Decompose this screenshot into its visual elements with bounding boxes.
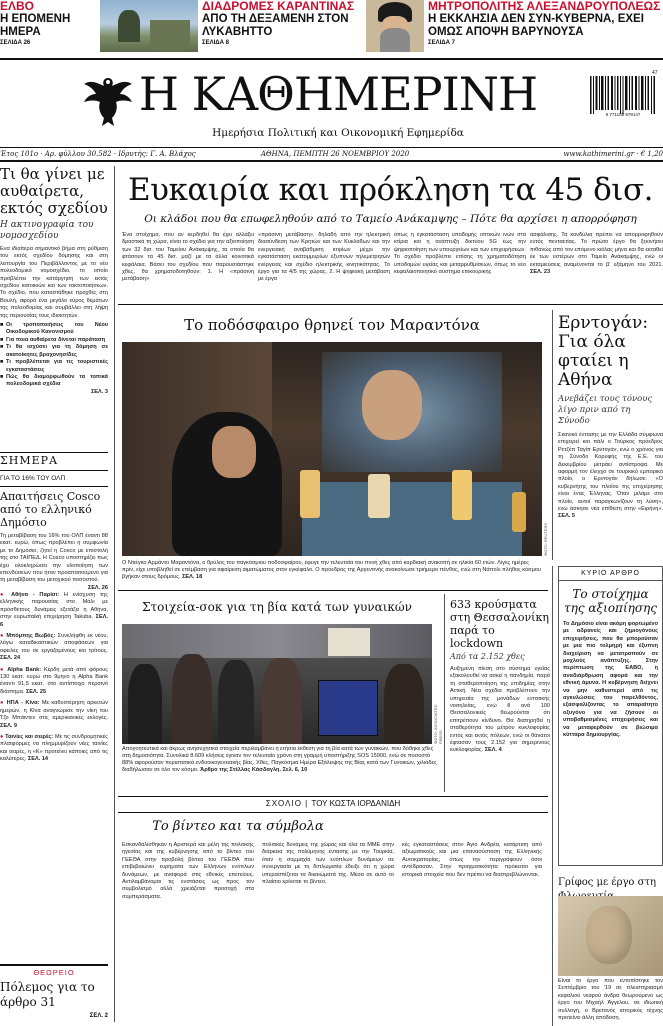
florence-headline[interactable]: Γρίφος με έργο στη [558,877,656,888]
brief-list [0,592,108,964]
simera-block[interactable] [0,474,108,590]
scholio-headline[interactable]: Το βίντεο και τα σύμβολα [152,819,324,834]
teaser-2-page: ΣΕΛΙΔΑ 8 [202,40,229,46]
brief-item[interactable]: ● ΗΠΑ - Κίνα: Με καθυστέρηση αρκετών ημερών, η Κίνα αναγνώρισε την νίκη του Τζο Μπάιντεν στις αμερικανικές εκλογές. ΣΕΛ. 9 [0,700,108,729]
florence-photo [558,896,663,976]
brief-item[interactable]: ● Ταινίες και σειρές: Με τις συνδρομητικές πλατφόρμες να πλημμυρίζουν νέες ταινίες και σειρές, η «Κ» προτείνει κάποιες από τις καλύτερες. ΣΕΛ. 14 [0,733,108,763]
erdogan-subhead: Ανεβάζει τους τόνους λίγο πριν από τη Σύνοδο [558,394,653,426]
scholio-bar: ΣΧΟΛΙΟ | ΤΟΥ ΚΩΣΤΑ ΙΟΡΔΑΝΙΔΗ [265,799,401,808]
teaser-1[interactable] [0,0,95,56]
divider [0,486,108,487]
scholio-label: ΣΧΟΛΙΟ [265,799,302,808]
maradona-credit: ΦΩΤΟ: REUTERS [543,523,548,556]
theorio-page: ΣΕΛ. 2 [89,1013,108,1019]
scholio-col-1: Εσκανδαλίσθηκαν η Αριστερά και μέλη της πολιτικής ηγεσίας και της κυβέρνησης από το βίντεο του ΓΕΕΘΑ στην προβολή βίντεο του ΓΕΕΘΑ που επιβεβαιώνει ευρήματα των Ελλήνων ενόπλων δυνάμεων, με αναφορά στις εθνικές επετείους. Αντιλαμβάνομαι τις ενστάσεις ως προς τον συμβολισμό αλλά χρειάζεται προσοχή στα συμπεράσματα. [122,842,254,900]
lead-col-4: ασφάλισης. Τα κονδύλια πρέπει να απορροφηθούν εντός πενταετίας. Το πρώτο έργο θα ξεκινήσει πιθανώς από τον επόμενο κιόλας μήνα και θα εκταθεί έκ των υστέρων στο Ταμείο Ανάκαμψης, ενώ οι εκταμιεύσεις αναμένονται το β' εξάμηνο του 2021. ΣΕΛ. 23 [530,232,663,276]
scholio-author: ΤΟΥ ΚΩΣΤΑ ΙΟΡΔΑΝΙΔΗ [311,799,401,808]
erdogan-story[interactable] [558,314,663,558]
teaser-2-photo [100,0,198,52]
divider [0,964,108,966]
bullet-item: ■ Για ποια αυθαίρετα δίνεται παράταση [0,336,106,343]
left-story-page: ΣΕΛ. 3 [90,388,108,395]
bullet-item: ■ Τι θα ισχύσει για τη δόμηση σε ακατοίκητες βραχονησίδες [0,344,108,358]
left-story-body: Ενα ιδιαίτερα σημαντικό βήμα στη ρύθμιση του εκτός σχεδίου δόμησης και στη λειτουργία του Περιβάλλοντος με το νέο πολεοδομικό νομοσχέδιο, το οποίο προβλέπει την κατάργηση των εκτός σχεδίου κατοικιών και των τακτοποιήσεων. Το σχέδιο, που καταστάθηκε προχθές στη Βουλή, αφορά ένα μεγάλο εύρος θεμάτων της πολεοδομίας και συμβάλλει στη λήψη της περιουσίας τους ιδιοκτητών. [0,246,108,319]
violence-headline[interactable]: Στοιχεία-σοκ για τη βία κατά των γυναικών [142,600,412,614]
teaser-2-kicker: ΔΙΑΔΡΟΜΕΣ ΚΑΡΑΝΤΙΝΑΣ [202,0,355,13]
eagle-logo-icon [82,72,134,128]
teaser-1-page: ΣΕΛΙΔΑ 26 [0,40,31,46]
teaser-1-kicker: ΕΛΒΟ [0,0,35,13]
teaser-2[interactable] [202,0,362,56]
left-story[interactable] [0,166,108,456]
simera-kicker: ΓΙΑ ΤΟ 16% ΤΟΥ ΟΛΠ [0,475,66,482]
erdogan-body: Σκανικό έντασης με την Ελλάδα σύμφωνα επιχειρεί και πάλι ο Τούρκος πρόεδρος Ρετζέπ Ταγίπ Ερντογάν, ενώ ο χρόνος για τη Σύνοδο Κορυφής της Ε.Ε. του Δεκεμβρίου μετράει αντίστροφα. Με αφορμή τον έλεγχο σε τουρκικό εμπορικό πλοίο, ο Ερντογάν δήλωσε: «Ο κυβερνήτης του πλοίου της επιχείρησης είναι ένας Έλληνας. Όταν μιλάμε στο πλοίο, αυτοί παραγκωνίζουν τη λύση», ενώ άσκησε νέα επίθεση στην «Ειρήνη». ΣΕΛ. 5 [558,432,663,520]
bullet-item: ■ Πώς θα διαμορφωθούν τα τοπικά πολεοδομικά σχέδια [0,373,108,388]
teaser-1-title: Η ΕΠΟΜΕΝΗ ΗΜΕΡΑ [0,13,71,38]
divider [0,452,108,453]
lead-col-1: Ένα στοίχημα, που αν κερδηθεί θα έχει αλλάξει δραστικά τη χώρα, είναι το σχέδιο για την αξιοποίηση των 32 δισ. του Ταμείου Ανάκαμψης, τα οποία θα φτάσουν τα 45 δισ. μαζί με τα άλλα κοινοτικά κεφάλαια. Βάσει του σχεδίου που παρουσιάστηκε χθες, θα χρηματοδοτηθούν: 1. Η «πράσινη μετάβαση» [122,232,254,283]
bullet-item: ■ Τι προβλέπεται για τις τουριστικές εγκαταστάσεις [0,359,108,373]
kyrio-label: ΚΥΡΙΟ ΑΡΘΡΟ [559,567,662,581]
teaser-3-photo [366,0,424,52]
divider [118,796,548,797]
teaser-3-kicker: ΜΗΤΡΟΠΟΛΙΤΗΣ ΑΛΕΞΑΝΔΡΟΥΠΟΛΕΩΣ [428,0,661,13]
left-story-subhead: Η ακτινογραφία του νομοσχεδίου [0,220,94,241]
masthead-title: Η ΚΑΘΗΜΕΡΙΝΗ [138,67,538,121]
violence-credit: ΦΩΤΟ: ASSOCIATED PRESS [433,704,443,744]
covid-headline: 633 κρούσματα στη Θεσσαλονίκη παρά το lockdown [450,598,549,650]
covid-subhead: Από τα 2.152 χθες [450,652,525,661]
divider [118,304,663,305]
masthead-subtitle: Ημερήσια Πολιτική και Οικονομική Εφημερίδα [212,127,464,139]
teaser-strip [0,0,663,56]
maradona-photo [122,342,542,556]
bullet-item: ■ Οι τροποποιήσεις του Νέου Οικοδομικού Κανονισμού [0,322,108,336]
lead-headline[interactable]: Ευκαιρία και πρόκληση τα 45 δισ. [128,172,653,208]
brief-item[interactable]: ● Μπόμπης Βωβός: Συνελήφθη εκ νέου, λόγω καταδικαστικών αποφάσεων για οφειλές του σε εργαζομένους και τρίτους. ΣΕΛ. 24 [0,633,109,662]
theorio-label: ΘΕΩΡΕΙΟ [33,968,75,977]
scholio-col-3: κές εγκαταστάσεις στον Άγιο Ανδρέα, κατάρτιση από αξιωματικούς και μια επανασύσταση της Ελληνικής Αυτοκρατορίας, όπως την περιγράφουν όσοι αντέδρασαν. Στην πραγματικότητα πρόκειται για ιστορικά στοιχεία που δεν πρέπει να διαστρεβλώνονται. [402,842,542,878]
issue-info-right: www.kathimerini.gr · € 1,20 [563,150,663,158]
violence-photo [122,624,432,744]
divider [0,160,663,162]
divider [118,590,548,591]
maradona-headline[interactable]: Το ποδόσφαιρο θρηνεί τον Μαραντόνα [184,316,480,334]
covid-body: Αυξημένη πίεση στο σύστημα υγείας εξακολουθεί να ασκεί η πανδημία, παρά τη σταθεροποίηση της επιδημίας στην Αττική. Νέα σχέδια προβλέπουν την υπηρεσία της μονάδων εντατικής νοσηλείας, ενώ 8 ανά 100 Θεσσαλονικείς θεωρούνται ότι επιτρέπουν κίνδυνο. Θα διατηρηθεί η σταθερότητα του μέτρου κυκλοφορίας εντός και εκτός πόλεων, ενώ οι θάνατοι έφτασαν τους 2.152 για σημερινούς κυκλοφορίας. ΣΕΛ. 4 [450,666,550,754]
issue-info-left: Έτος 101ο · Αρ. φύλλου 30.582 · Ιδρυτής: Γ. Α. Βλάχος [0,150,196,158]
kyrio-box[interactable] [558,566,663,866]
lead-subhead: Οι κλάδοι που θα επωφεληθούν από το Ταμείο Ανάκαμψης – Πότε θα αρχίσει η απορρόφηση [144,213,637,225]
column-rule [552,310,553,560]
issue-code: 47 [652,70,658,76]
divider [118,812,548,813]
teaser-3-page: ΣΕΛΙΔΑ 7 [428,40,455,46]
lead-col-3: όπως η εγκατάσταση υποδομής οπτικών ινών στα κτίρια και η ανάπτυξη δικτύου 5G έως την ψηφιοποίηση των υπουργείων και των επιχειρήσεων. Το σχέδιο προβλέπει επίσης τη χρηματοδότηση υποδομών υγείας και μεταρρυθμίσεων, όπως το νέο κεφαλαιοποιητικό σύστημα επικουρικής [394,232,526,276]
divider [0,58,663,60]
violence-caption: Απογοητευτικά και άκρως ανησυχητικά στοιχεία περιλαμβάνει η ετήσια έκθεση για τη βία κατά των γυναικών, που δόθηκε χθες στη δημοσιότητα. Συνολικά 8.609 κλήσεις έγιναν τον τελευταίο χρόνο στη γραμμή υποστήριξης SOS 15900, ενώ σε ποσοστό 88% αφορούσαν περιστατικά ενδοοικογενειακής βίας. Χθες, Παγκόσμια Ημέρα Εξάλειψης της Βίας κατά των Γυναικών, χιλιάδες διαδήλωσαν σε όλο τον κόσμο. Άρθρο της Στέλλας Κάσδαγλη. Σελ. 6, 10 [122,746,437,773]
issue-info-center: ΑΘΗΝΑ, ΠΕΜΠΤΗ 26 ΝΟΕΜΒΡΙΟΥ 2020 [260,150,410,158]
divider [0,147,663,148]
left-story-bullets [0,322,108,389]
divider [0,470,108,471]
kyrio-headline: Το στοίχημα της αξιοπίησης [564,587,657,615]
column-rule [444,594,445,792]
barcode [590,76,656,120]
column-rule [114,166,115,1022]
simera-page: ΣΕΛ. 26 [87,584,108,591]
florence-body: Είναι το έργο που εντοπίστηκε τον Σεπτέμβριο του '19 σε πλειστηριασμό κεφαλιού νεαρού άνδρα θεωρούμενο ως έργο του Μιχαήλ Άγγελου, σε ιδιωτική συλλογή, ο Βρετανός ιστορικός τέχνης προτείνει άλλη απόδοση. [558,978,663,1022]
teaser-3[interactable] [428,0,663,56]
maradona-caption: Ο Ντιέγκο Αρμάντο Μαραντόνα, ο θρύλος του παγκόσμιου ποδοσφαίρου, έφυγε την τελευταία του πνοή χθες από καρδιακή ανακοπή σε ηλικία 60 ετών. Λίγες ημέρες πριν, είχε υποβληθεί σε επέμβαση για αφαίρεση αιματώματος στον εγκέφαλο. Ο πρόεδρος της Αργεντινής ανακοίνωσε τριήμερο πένθος, ενώ στη Νάπολι πλήθος κόσμου βγήκαν στους δρόμους. ΣΕΛ. 18 [122,560,541,580]
barcode-icon [590,76,656,114]
brief-item[interactable]: ● Alpha Bank: Κέρδη μετά από φόρους 130 εκατ. ευρώ στο 9μηνο η Alpha Bank έναντι 91,5 εκατ. στο αντίστοιχο περσινό διάστημα. ΣΕΛ. 25 [0,666,108,695]
left-story-headline: Τι θα γίνει με αυθαίρετα, εκτός σχεδίου [0,165,108,217]
barcode-number: 9 771108 979147 [605,112,641,117]
simera-body: Τη μεταβίβαση του 16% του ΟΛΠ έναντι 88 εκατ. ευρώ, όπως προβλέπει η συμφωνία με το Δημόσιο, ζητεί η Cosco με επιστολή της στο ΤΑΙΠΕΔ. Η Cosco υποστηρίζει πως έχει ολοκληρώσει την υλοποίηση των επενδύσεων που ήταν προαπαιτούμενο για τη μεταβίβαση του μετοχικού ποσοστού. [0,533,108,584]
scholio-col-2: πολιτικές δυνάμεις της χώρας και όλα τα ΜΜΕ στην διάρκεια της πολύμηνης έντασης με την Τουρκία, όταν η συμμαχία των ενόπλων δυνάμεων σε συνεργασία με τη διπλωματία έδειξε ότι η χώρα υπερασπίζεται τα δικαιώματά της. Μέσα σε αυτό το πλαίσιο κρίνεται το βίντεο. [262,842,394,886]
simera-label: ΣΗΜΕΡΑ [0,454,59,467]
erdogan-headline: Ερντογάν: Για όλα φταίει η Αθήνα [558,313,649,390]
lead-col-2: «πράσινη μετάβαση», δηλαδή από την ηλεκτρική διασύνδεση των Κρητών και των Κυκλάδων και την ενεργειακή αναβάθμιση κτιρίων μέχρι την εγκατάσταση εκατομμυρίων έξυπνων τηλεμετρητών ενέργειας και σχέδιο ηλεκτρικής κινητικότητας. Το έργο για τα 4/5 της χώρας. 2. Η ψηφιακή μετάβαση με έργα [258,232,390,283]
masthead [0,62,663,146]
kyrio-body: Το Δημόσιο είναι ακόμη φορτωμένο με αδρανείς και ζημιογόνους επιχειρήσεις, που θα μπορούσαν με μια πιο τολμηρή και έξυπνη διαχείριση να μετατραπούν σε μοχλούς ανάπτυξης. Στην περίπτωση της ΕΑΒΟ, η αναδιάρθρωση αφορά και την εθνική άμυνα. Η κυβέρνηση δείχνει να μην καθυστερεί από τις αγκυλώσεις του παρελθόντος, εξασφαλίζοντας το απαραίτητο οξυγόνο για να ζήσουν οι υποβαθμισμένες επιχειρήσεις και να μεταφερθούν σε βιώσιμα κύτταρα δημιουργίας. [563,621,658,739]
teaser-2-title: ΑΠΟ ΤΗ ΔΕΞΑΜΕΝΗ ΣΤΟΝ ΛΥΚΑΒΗΤΤΟ [202,13,349,38]
covid-story[interactable] [450,598,550,790]
theorio-headline[interactable]: Πόλεμος για το άρθρο 31 [0,980,95,1009]
brief-item[interactable]: ● Αθήνα - Παρίσι: Η ενίσχυση της ελληνικής παρουσίας στο Μάλι με πρόσθετους δυνάμεις εξετάζει η Αθήνα, στην ευρωπαϊκή επιχείρηση Takuba. ΣΕΛ. 6 [0,592,108,628]
column-rule [552,566,553,1026]
teaser-3-title: Η ΕΚΚΛΗΣΙΑ ΔΕΝ ΣΥΝ-ΚΥΒΕΡΝΑ, ΕΧΕΙ ΟΜΩΣ ΑΠΟΨΗ ΒΑΡΥΝΟΥΣΑ [428,13,644,38]
simera-headline: Απαιτήσεις Cosco από το ελληνικό Δημόσιο [0,490,101,529]
